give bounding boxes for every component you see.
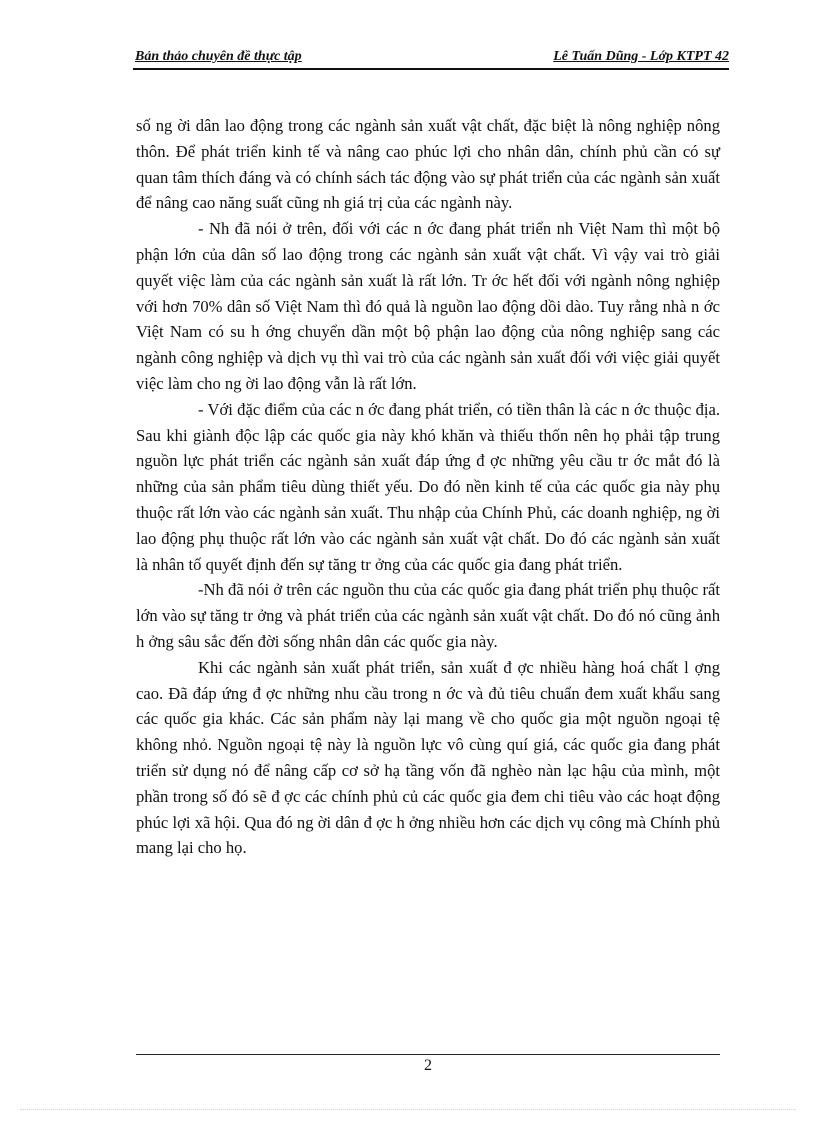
paragraph-4: -Nh đã nói ở trên các nguồn thu của các quốc gia đang phát triển phụ thuộc rất lớn vào sự tăng tr ởng và phát triển của các ngành sản xuất vật chất. Do đó nó cũng ảnh h ởng sâu sắc đến đời sống nhân dân các quốc gia này. [136, 580, 720, 651]
page-bottom-edge [20, 1109, 796, 1110]
document-body [136, 113, 720, 861]
paragraph-3: - Với đặc điểm của các n ớc đang phát triển, có tiền thân là các n ớc thuộc địa. Sau khi giành độc lập các quốc gia này khó khăn và thiếu thốn nên họ phải tập trung nguồn lực phát triển các ngành sản xuất đáp ứng đ ợc những yêu cầu tr ớc mắt đó là những của sản phẩm tiêu dùng thiết yếu. Do đó nền kinh tế của các quốc gia này phụ thuộc rất lớn vào các ngành sản xuất. Thu nhập của Chính Phủ, các doanh nghiệp, ng ời lao động phụ thuộc rất lớn vào các ngành sản xuất vật chất. Do đó các ngành sản xuất là nhân tố quyết định đến sự tăng tr ởng của các quốc gia đang phát triển. [136, 399, 720, 574]
paragraph-2: - Nh đã nói ở trên, đối với các n ớc đang phát triển nh Việt Nam thì một bộ phận lớn của dân số lao động trong các ngành sản xuất vật chất. Vì vậy vai trò giải quyết việc làm của các ngành sản xuất là rất lớn. Tr ớc hết đối với ngành nông nghiệp với hơn 70% dân số Việt Nam thì đó quả là nguồn lao động dồi dào. Tuy rằng nhà n ớc Việt Nam có su h ớng chuyển dần một bộ phận lao động của nông nghiệp sang các ngành công nghiệp và dịch vụ thì vai trò của các ngành sản xuất đối với việc giải quyết việc làm cho ng ời lao động vẫn là rất lớn. [136, 219, 720, 393]
footer-divider [136, 1054, 720, 1055]
page-number: 2 [424, 1057, 432, 1074]
page-header [133, 46, 729, 70]
header-document-title: Bản thảo chuyên đề thực tập [135, 49, 302, 64]
header-author-class: Lê Tuấn Dũng - Lớp KTPT 42 [553, 49, 729, 64]
paragraph-5: Khi các ngành sản xuất phát triển, sản xuất đ ợc nhiều hàng hoá chất l ợng cao. Đã đáp ứng đ ợc những nhu cầu trong n ớc và đủ tiêu chuẩn đem xuất khẩu sang các quốc gia khác. Các sản phẩm này lại mang về cho quốc gia một nguồn ngoại tệ không nhỏ. Nguồn ngoại tệ này là nguồn lực vô cùng quí giá, các quốc gia đang phát triển sử dụng nó để nâng cấp cơ sở hạ tầng vốn đã nghèo nàn lạc hậu của mình, một phần trong số đó sẽ đ ợc các chính phủ củ các quốc gia đem chi tiêu vào các hoạt động phúc lợi xã hội. Qua đó ng ời dân đ ợc h ởng nhiều hơn các dịch vụ công mà Chính phủ mang lại cho họ. [136, 657, 720, 858]
paragraph-1: số ng ời dân lao động trong các ngành sản xuất vật chất, đặc biệt là nông nghiệp nông thôn. Để phát triển kinh tế và nâng cao phúc lợi cho nhân dân, chính phủ cần có sự quan tâm thích đáng và có chính sách tác động vào sự phát triển của các ngành sản xuất để nâng cao năng suất cũng nh giá trị của các ngành này. [136, 116, 720, 213]
